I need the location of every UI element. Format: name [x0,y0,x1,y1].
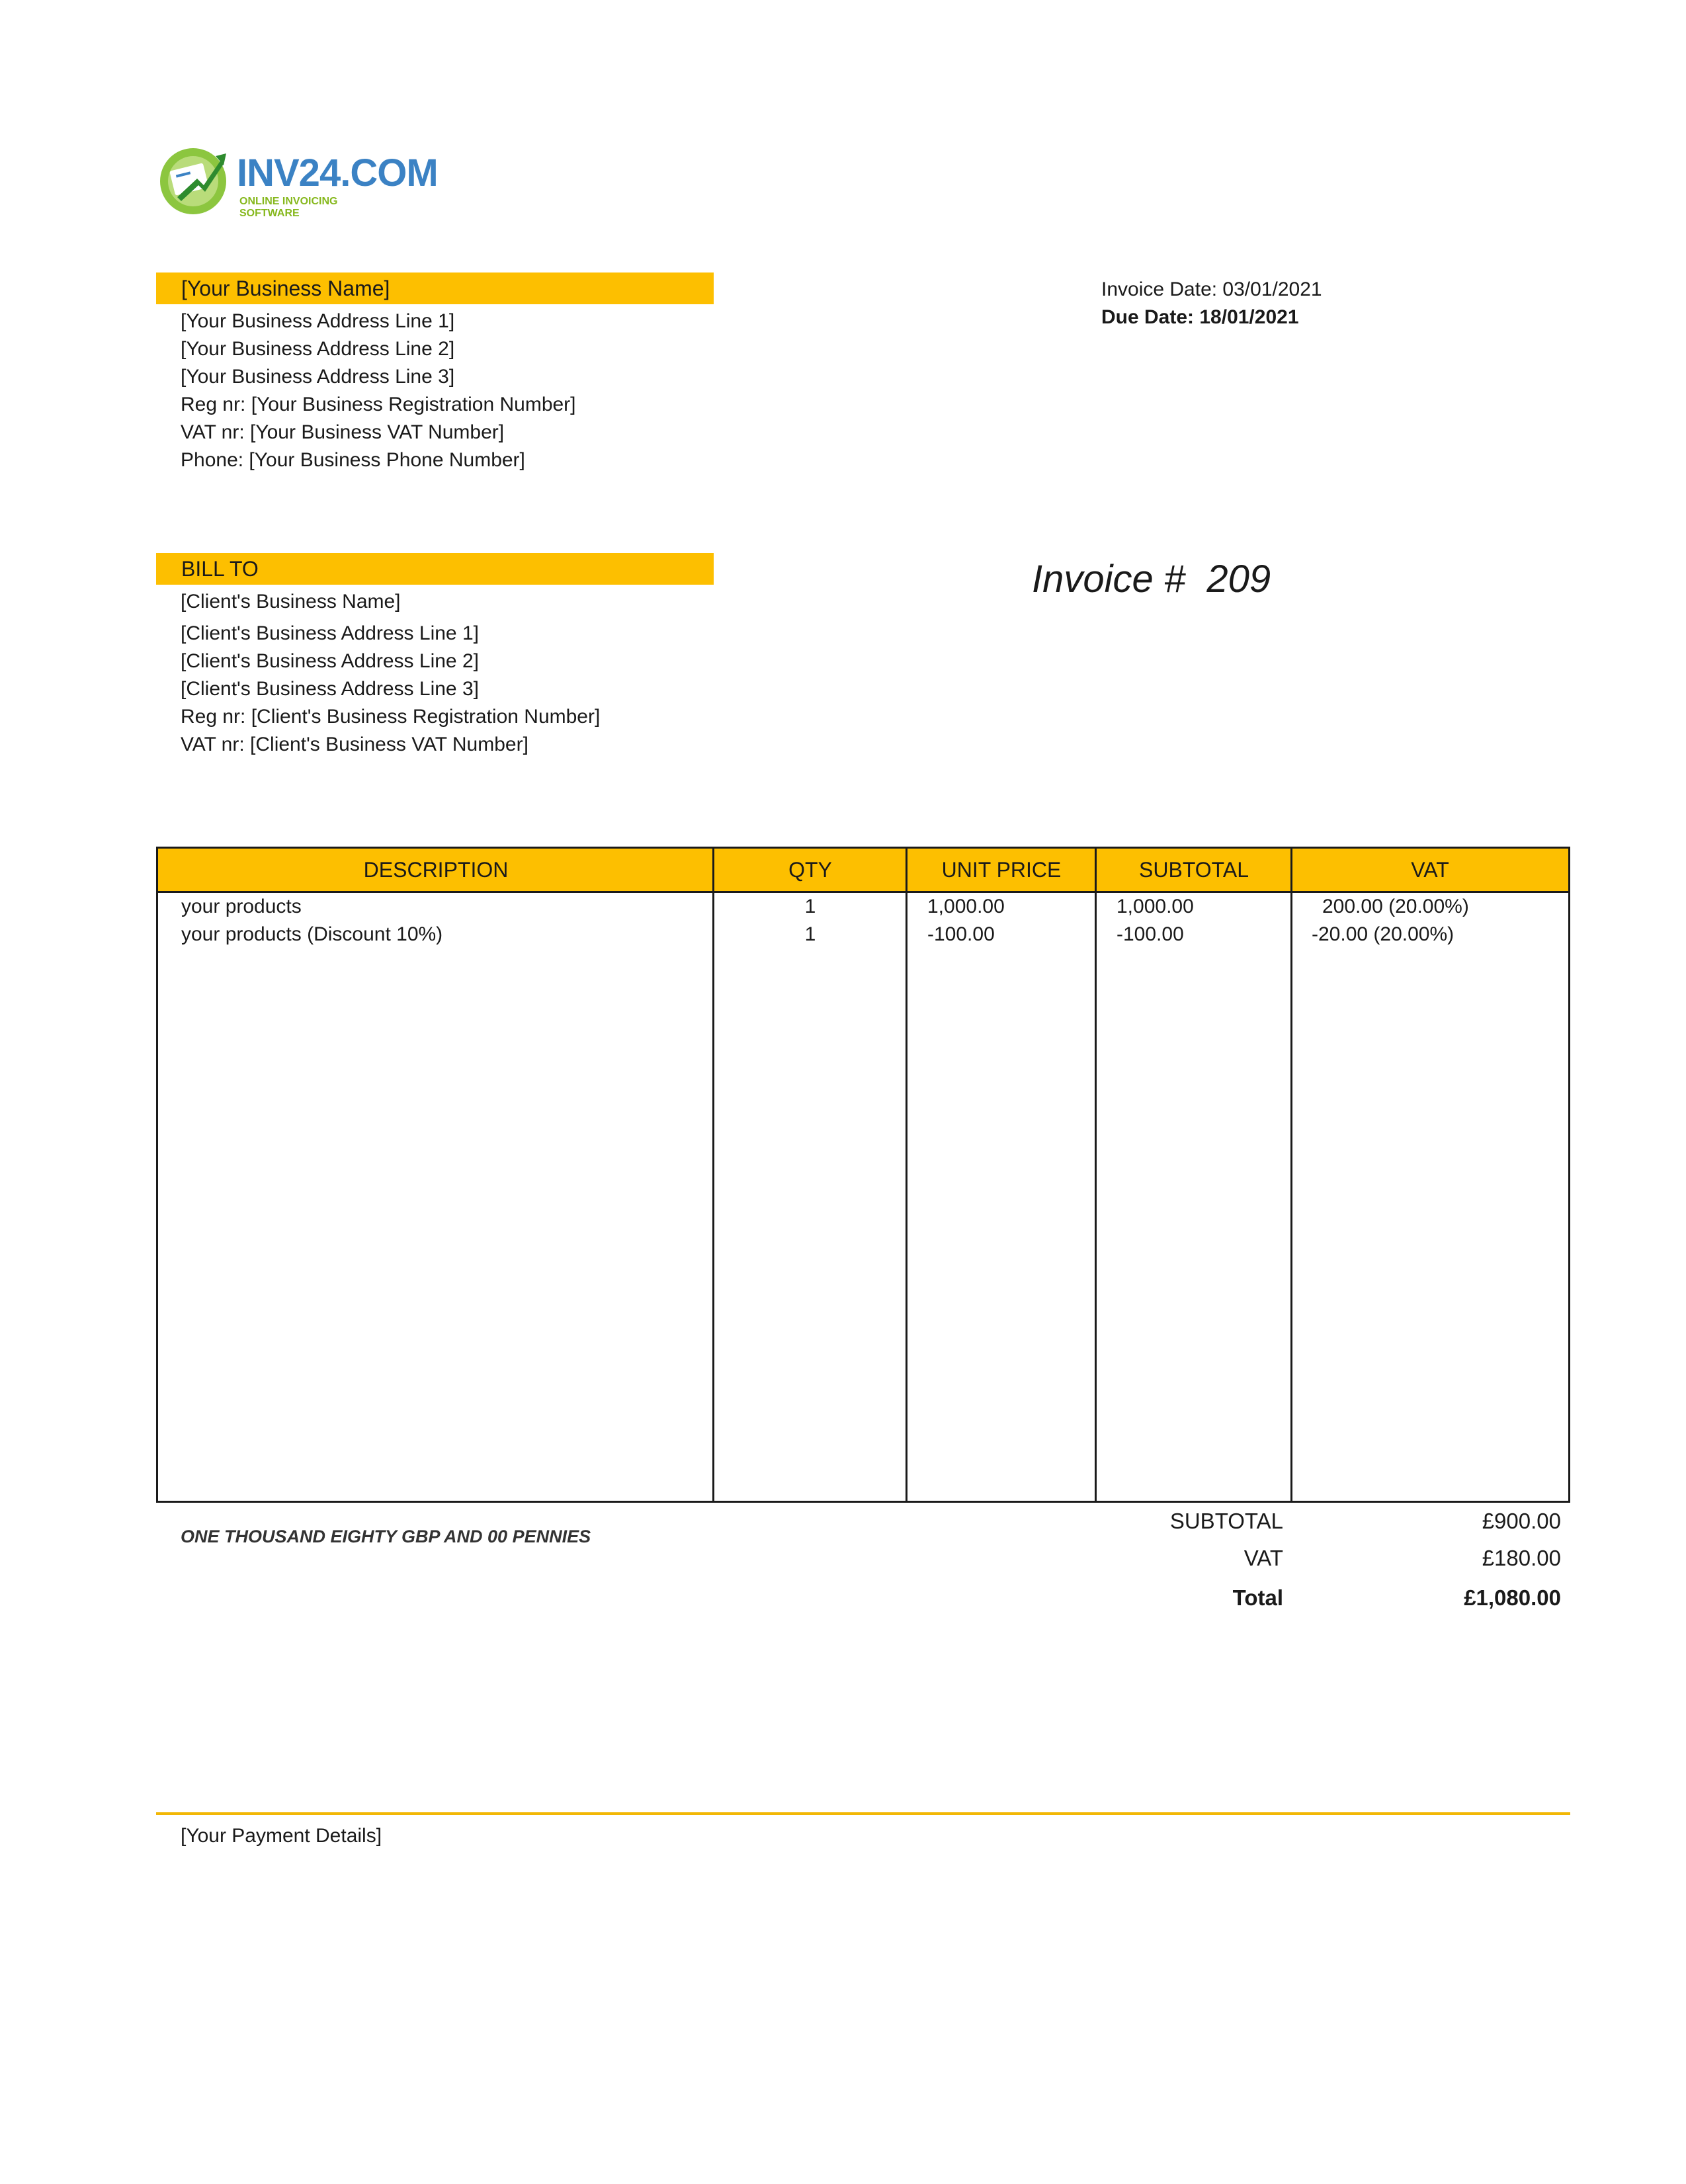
header-description: DESCRIPTION [363,858,509,882]
row-1-subtotal: 1,000.00 [1117,896,1194,917]
row-1-qty: 1 [804,896,816,917]
client-address-line-2: [Client's Business Address Line 2] [181,650,479,672]
row-1-unit-price: 1,000.00 [927,896,1005,917]
business-address-line-2: [Your Business Address Line 2] [181,338,455,360]
total-value: £1,080.00 [1464,1585,1561,1610]
header-subtotal: SUBTOTAL [1139,858,1249,882]
client-vat-number: VAT nr: [Client's Business VAT Number] [181,734,528,755]
table-header-row [158,849,1568,893]
row-2-vat: -20.00 (20.00%) [1312,923,1454,945]
subtotal-label: SUBTOTAL [1169,1509,1283,1533]
bill-to-block [181,588,600,759]
column-divider [1290,849,1292,1501]
row-1-vat: 200.00 (20.00%) [1322,896,1469,917]
business-name: [Your Business Name] [181,276,390,300]
logo-brand-text: INV24.COM [237,151,438,194]
business-address-block [181,308,576,474]
client-address-line-1: [Client's Business Address Line 1] [181,622,479,644]
business-address-line-1: [Your Business Address Line 1] [181,310,455,332]
row-2-description: your products (Discount 10%) [181,923,443,945]
header-qty: QTY [788,858,832,882]
subtotal-value: £900.00 [1482,1509,1561,1533]
business-vat-number: VAT nr: [Your Business VAT Number] [181,421,505,443]
business-address-line-3: [Your Business Address Line 3] [181,366,455,388]
business-reg-number: Reg nr: [Your Business Registration Number] [181,394,576,415]
vat-value: £180.00 [1482,1546,1561,1570]
invoice-number: Invoice # 209 [1032,558,1271,601]
row-2-unit-price: -100.00 [927,923,995,945]
header-vat: VAT [1411,858,1449,882]
amount-in-words: ONE THOUSAND EIGHTY GBP AND 00 PENNIES [181,1527,591,1546]
column-divider [1095,849,1097,1501]
business-phone: Phone: [Your Business Phone Number] [181,449,525,471]
items-table [156,847,1570,1503]
bill-to-bar [156,553,714,585]
client-name: [Client's Business Name] [181,591,401,612]
due-date: Due Date: 18/01/2021 [1101,306,1299,328]
business-name-bar [156,273,714,304]
client-reg-number: Reg nr: [Client's Business Registration Number] [181,706,601,728]
row-2-qty: 1 [804,923,816,945]
company-logo [157,144,438,219]
logo-tagline: ONLINE INVOICING SOFTWARE [239,196,338,219]
footer-divider [156,1812,1570,1815]
header-unit-price: UNIT PRICE [941,858,1062,882]
bill-to-heading: BILL TO [181,557,259,581]
payment-details: [Your Payment Details] [181,1825,382,1847]
invoice-dates [1101,276,1322,331]
client-address-line-3: [Client's Business Address Line 3] [181,678,479,700]
logo-emblem-icon [157,144,232,216]
invoice-date: Invoice Date: 03/01/2021 [1101,278,1322,300]
row-2-subtotal: -100.00 [1117,923,1184,945]
total-label: Total [1232,1585,1283,1610]
vat-label: VAT [1243,1546,1283,1570]
row-1-description: your products [181,896,302,917]
